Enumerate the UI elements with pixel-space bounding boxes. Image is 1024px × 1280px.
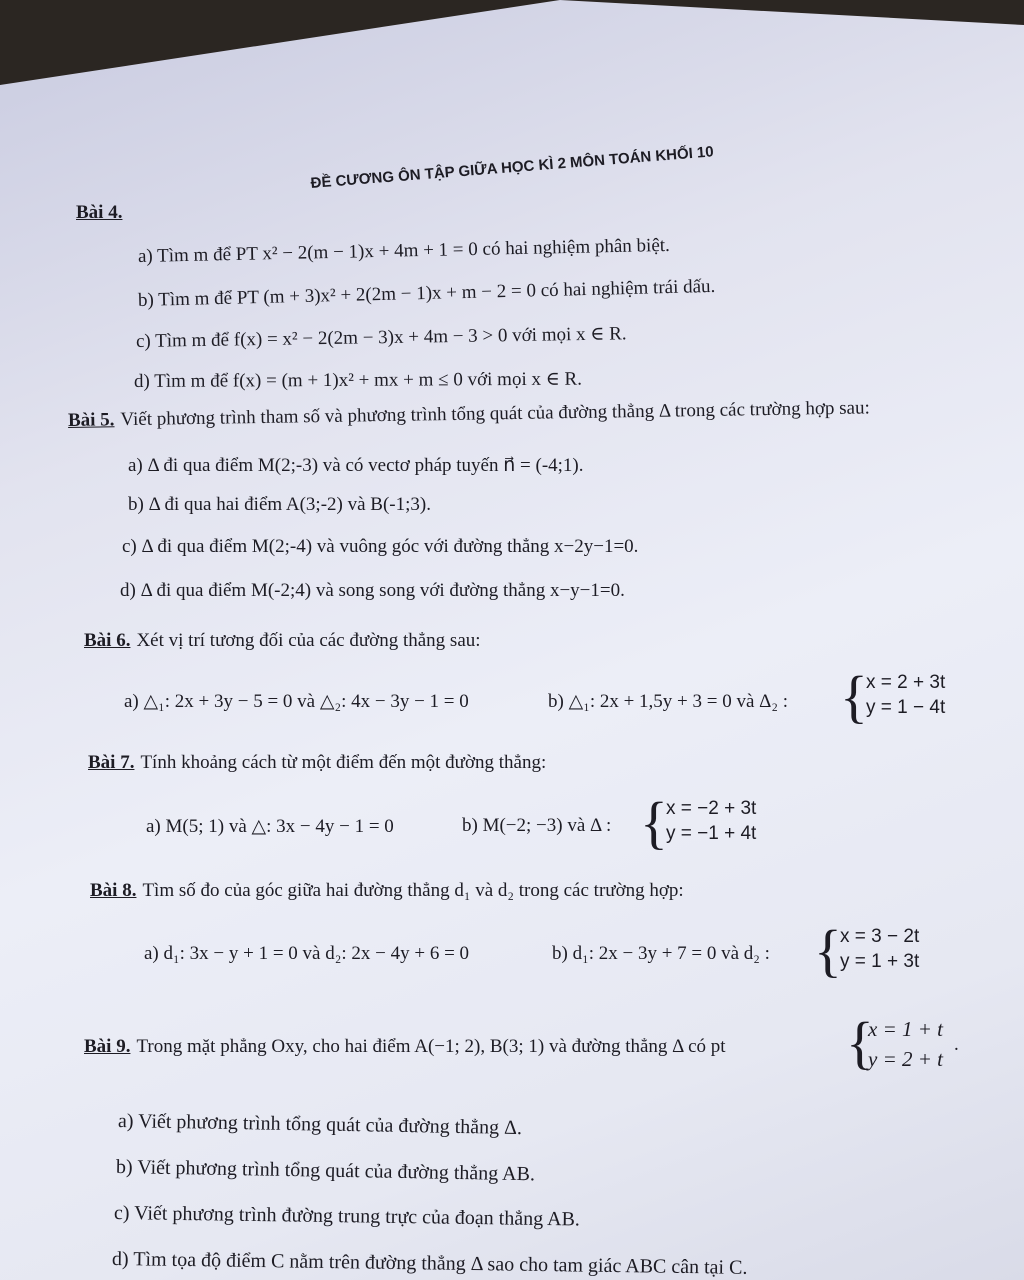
- bai8-header: Bài 8.: [90, 880, 137, 901]
- bai6-line: [84, 630, 481, 652]
- bai6-text: Xét vị trí tương đối của các đường thẳng sau:: [136, 630, 481, 651]
- bai7-brace: {: [640, 790, 668, 855]
- bai5-d: d) Δ đi qua điểm M(-2;4) và song song với đường thẳng x−y−1=0.: [120, 580, 625, 601]
- bai9-d: d) Tìm tọa độ điểm C nằm trên đường thẳng Δ sao cho tam giác ABC cân tại C.: [111, 1248, 748, 1279]
- bai7-line: [88, 752, 546, 774]
- bai5-c: c) Δ đi qua điểm M(2;-4) và vuông góc với đường thẳng x−2y−1=0.: [122, 536, 639, 557]
- bai8-b: b) d₁: 2x − 3y + 7 = 0 và d₂ :: [552, 943, 770, 964]
- bai7-text: Tính khoảng cách từ một điểm đến một đường thẳng:: [140, 752, 547, 773]
- bai6-header: Bài 6.: [84, 630, 131, 651]
- bai6-a: a) △₁: 2x + 3y − 5 = 0 và △₂: 4x − 3y − 1 = 0: [124, 691, 469, 712]
- bai5-text: Viết phương trình tham số và phương trình tổng quát của đường thẳng Δ trong các trường hợp sau:: [120, 397, 870, 431]
- bai9-system: [868, 1014, 943, 1074]
- bai7-sys-x: x = −2 + 3t: [666, 798, 757, 819]
- bai8-sys-x: x = 3 − 2t: [840, 926, 920, 947]
- bai5-a: a) Δ đi qua điểm M(2;-3) và có vectơ pháp tuyến n⃗ = (-4;1).: [128, 455, 584, 476]
- bai4-header: Bài 4.: [76, 202, 123, 223]
- bai9-brace: {: [846, 1010, 874, 1075]
- bai7-system: [666, 796, 756, 846]
- bai8-line: [90, 880, 684, 902]
- document-title: ĐỀ CƯƠNG ÔN TẬP GIỮA HỌC KÌ 2 MÔN TOÁN KHỐI 10: [310, 143, 715, 192]
- bai7-b: b) M(−2; −3) và Δ :: [462, 815, 612, 836]
- bai9-dot: .: [954, 1034, 959, 1055]
- bai8-system: [840, 924, 919, 974]
- bai8-a: a) d₁: 3x − y + 1 = 0 và d₂: 2x − 4y + 6 = 0: [144, 943, 470, 964]
- bai9-sys-x: x = 1 + t: [868, 1017, 943, 1041]
- bai8-brace: {: [814, 918, 842, 983]
- bai6-system: [866, 670, 945, 720]
- bai9-line: [84, 1036, 726, 1058]
- bai4-c: c) Tìm m để f(x) = x² − 2(2m − 3)x + 4m − 3 > 0 với mọi x ∈ R.: [135, 323, 627, 352]
- bai8-text: Tìm số đo của góc giữa hai đường thẳng d₁ và d₂ trong các trường hợp:: [142, 880, 684, 901]
- bai8-sys-y: y = 1 + 3t: [840, 951, 920, 972]
- bai4-b: b) Tìm m để PT (m + 3)x² + 2(2m − 1)x + m − 2 = 0 có hai nghiệm trái dấu.: [137, 275, 716, 311]
- bai4-d: d) Tìm m để f(x) = (m + 1)x² + mx + m ≤ 0 với mọi x ∈ R.: [133, 368, 583, 392]
- bai9-c: c) Viết phương trình đường trung trực của đoạn thẳng AB.: [113, 1202, 581, 1231]
- bai6-sys-x: x = 2 + 3t: [866, 672, 946, 693]
- bai9-b: b) Viết phương trình tổng quát của đường thẳng AB.: [115, 1156, 536, 1186]
- bai6-brace: {: [840, 664, 868, 729]
- bai5-b: b) Δ đi qua hai điểm A(3;-2) và B(-1;3).: [128, 494, 431, 515]
- bai7-a: a) M(5; 1) và △: 3x − 4y − 1 = 0: [146, 816, 394, 837]
- bai9-a: a) Viết phương trình tổng quát của đường thẳng Δ.: [117, 1110, 523, 1140]
- bai9-header: Bài 9.: [84, 1036, 131, 1057]
- bai6-sys-y: y = 1 − 4t: [866, 697, 946, 718]
- bai9-sys-y: y = 2 + t: [868, 1047, 943, 1071]
- bai7-sys-y: y = −1 + 4t: [666, 823, 757, 844]
- bai9-text: Trong mặt phẳng Oxy, cho hai điểm A(−1; 2), B(3; 1) và đường thẳng Δ có pt: [136, 1036, 726, 1057]
- bai4-a: a) Tìm m để PT x² − 2(m − 1)x + 4m + 1 = 0 có hai nghiệm phân biệt.: [137, 234, 671, 267]
- bai6-b: b) △₁: 2x + 1,5y + 3 = 0 và Δ₂ :: [548, 691, 789, 712]
- bai5-header: Bài 5.: [67, 409, 115, 431]
- bai7-header: Bài 7.: [88, 752, 135, 773]
